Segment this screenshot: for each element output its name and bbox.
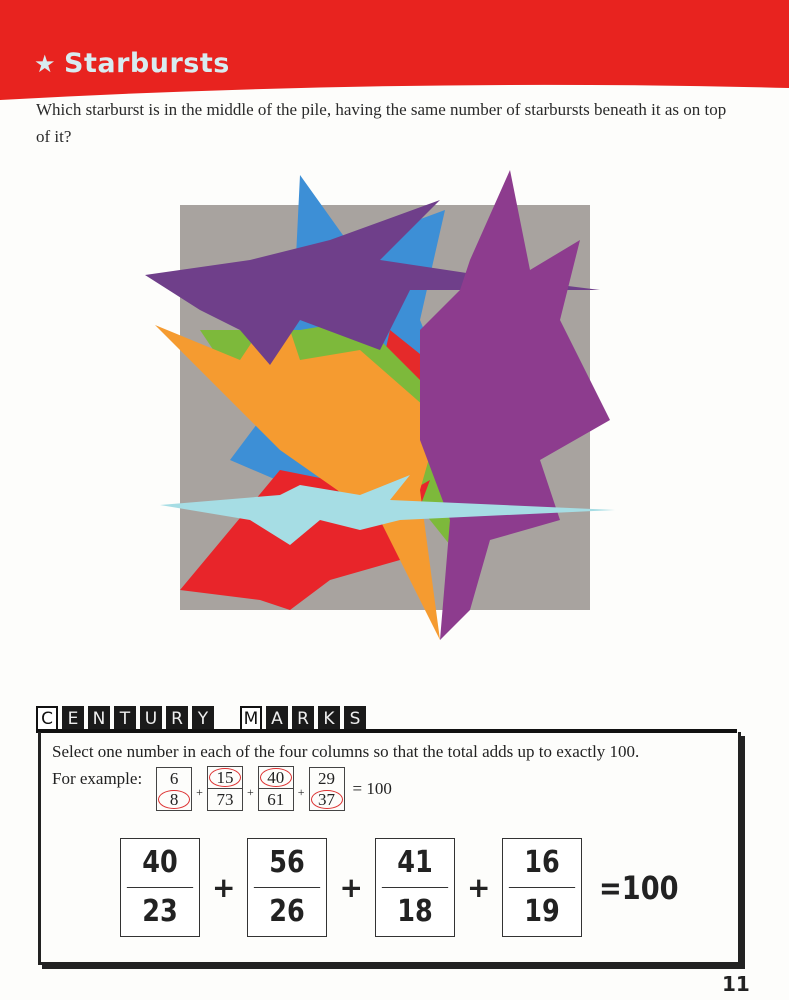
plus-sign: +	[212, 871, 236, 904]
example-row	[52, 766, 392, 811]
plus-sign: +	[246, 785, 254, 799]
heading-letter: C	[36, 706, 58, 732]
puzzle-number[interactable]: 23	[127, 887, 193, 936]
heading-letter: S	[344, 706, 366, 732]
star-icon: ★	[34, 50, 57, 78]
example-column	[309, 767, 345, 811]
title-text: Starbursts	[64, 48, 230, 79]
example-bottom: 61	[259, 788, 293, 810]
example-bottom-circled: 37	[311, 790, 343, 809]
example-column	[258, 766, 294, 811]
example-label: For example:	[52, 768, 143, 788]
example-top: 29	[318, 768, 336, 788]
page-number: 11	[722, 972, 750, 996]
example-bottom: 73	[208, 788, 242, 810]
example-top-circled: 15	[209, 768, 241, 787]
heading-letter: N	[88, 706, 110, 732]
puzzle-column	[502, 838, 582, 937]
puzzle-column	[375, 838, 455, 937]
heading-letter: R	[166, 706, 188, 732]
example-bottom-circled: 8	[158, 790, 190, 809]
puzzle-result: =100	[599, 868, 679, 907]
plus-sign: +	[339, 871, 363, 904]
starburst-puzzle-image	[140, 165, 620, 655]
heading-letter: E	[62, 706, 84, 732]
example-column	[207, 766, 243, 811]
puzzle-number[interactable]: 56	[269, 845, 306, 880]
instruction-text: Select one number in each of the four columns so that the total adds up to exactly 100.	[52, 742, 640, 761]
puzzle-row	[120, 838, 686, 937]
plus-sign: +	[297, 785, 305, 799]
example-column	[156, 767, 192, 811]
example-result: = 100	[352, 778, 392, 798]
page-title	[34, 48, 230, 79]
puzzle-number[interactable]: 41	[397, 845, 433, 880]
puzzle-column	[120, 838, 200, 937]
heading-letter: M	[240, 706, 262, 732]
heading-letter: T	[114, 706, 136, 732]
puzzle-number[interactable]: 40	[142, 845, 178, 880]
example-top-circled: 40	[260, 768, 292, 787]
puzzle-number[interactable]: 18	[382, 887, 448, 936]
puzzle-number[interactable]: 16	[524, 845, 561, 880]
heading-letter: K	[318, 706, 340, 732]
heading-letter: R	[292, 706, 314, 732]
puzzle-number[interactable]: 26	[254, 887, 320, 936]
heading-letter: Y	[192, 706, 214, 732]
heading-letter: A	[266, 706, 288, 732]
question-text: Which starburst is in the middle of the pile, having the same number of starbursts beneath it as on top of it?	[36, 100, 727, 146]
plus-sign: +	[466, 871, 491, 904]
heading-letter: U	[140, 706, 162, 732]
plus-sign: +	[196, 785, 203, 799]
puzzle-column	[247, 838, 327, 937]
example-top: 6	[169, 768, 179, 788]
puzzle-number[interactable]: 19	[509, 887, 575, 936]
